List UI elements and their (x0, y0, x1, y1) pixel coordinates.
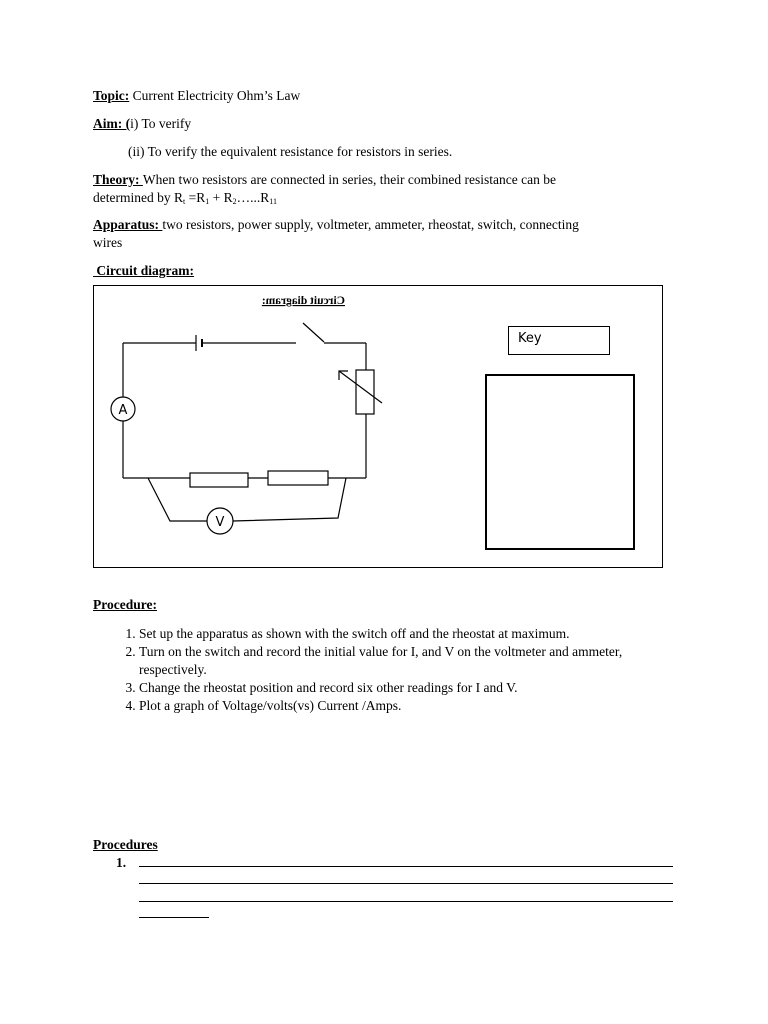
procedure-step: 3. Change the rheostat position and record six other readings for I and V. (139, 679, 659, 697)
procedure-step: 1. Set up the apparatus as shown with the switch off and the rheostat at maximum. (139, 625, 659, 643)
topic-label: Topic: (93, 88, 130, 103)
apparatus-line (93, 217, 579, 233)
theory-label: Theory: (93, 172, 143, 187)
answer-line[interactable] (139, 883, 673, 884)
procedure-step: 4. Plot a graph of Voltage/volts(vs) Current /Amps. (139, 697, 659, 715)
resistor-1 (190, 473, 248, 487)
circuit-diagram (100, 288, 410, 548)
switch-lever (303, 323, 324, 342)
formula-sub: t (182, 197, 186, 206)
procedures-number: 1. (116, 855, 127, 870)
circuit-heading: Circuit diagram: (93, 263, 194, 278)
aim-text-1: i) To verify (130, 116, 192, 131)
key-label: Key (518, 331, 542, 346)
formula-part: …...R (236, 190, 270, 205)
formula-sub: 2 (232, 197, 237, 206)
procedures-heading: Procedures (93, 837, 158, 852)
answer-line[interactable] (139, 901, 673, 902)
resistor-2 (268, 471, 328, 485)
ammeter-label: A (118, 403, 128, 418)
mirrored-title: Circuit diagram: (261, 295, 345, 307)
answer-line[interactable] (139, 866, 673, 867)
aim-line-2: (ii) To verify the equivalent resistance for resistors in series. (128, 144, 453, 159)
theory-formula (93, 190, 277, 206)
formula-part: + R (209, 190, 233, 205)
rheostat (356, 370, 374, 414)
mirrored-title-group (262, 295, 345, 307)
aim-label: Aim: ( (93, 116, 131, 131)
formula-part: =R (185, 190, 206, 205)
procedure-list (93, 625, 659, 715)
voltmeter-label: V (215, 515, 225, 530)
theory-line (93, 172, 556, 188)
aim-line (93, 116, 191, 132)
apparatus-label: Apparatus: (93, 217, 163, 232)
theory-text-1: When two resistors are connected in series, their combined resistance can be (142, 172, 556, 187)
answer-line[interactable] (139, 917, 209, 918)
key-label-box (508, 326, 610, 355)
rheostat-arrow (339, 371, 382, 403)
apparatus-line-2: wires (93, 235, 123, 250)
voltmeter-wire (148, 478, 207, 521)
procedure-heading: Procedure: (93, 597, 157, 612)
topic-text: Current Electricity Ohm’s Law (129, 88, 301, 103)
formula-sub: 1 (205, 197, 210, 206)
apparatus-text-1: two resistors, power supply, voltmeter, ammeter, rheostat, switch, connecting (162, 217, 579, 232)
formula-sub: 11 (269, 197, 277, 206)
key-area (485, 374, 635, 550)
topic-line (93, 88, 300, 104)
formula-part: determined by R (93, 190, 183, 205)
procedure-step: 2. Turn on the switch and record the initial value for I, and V on the voltmeter and ammeter, respectively. (139, 643, 659, 679)
